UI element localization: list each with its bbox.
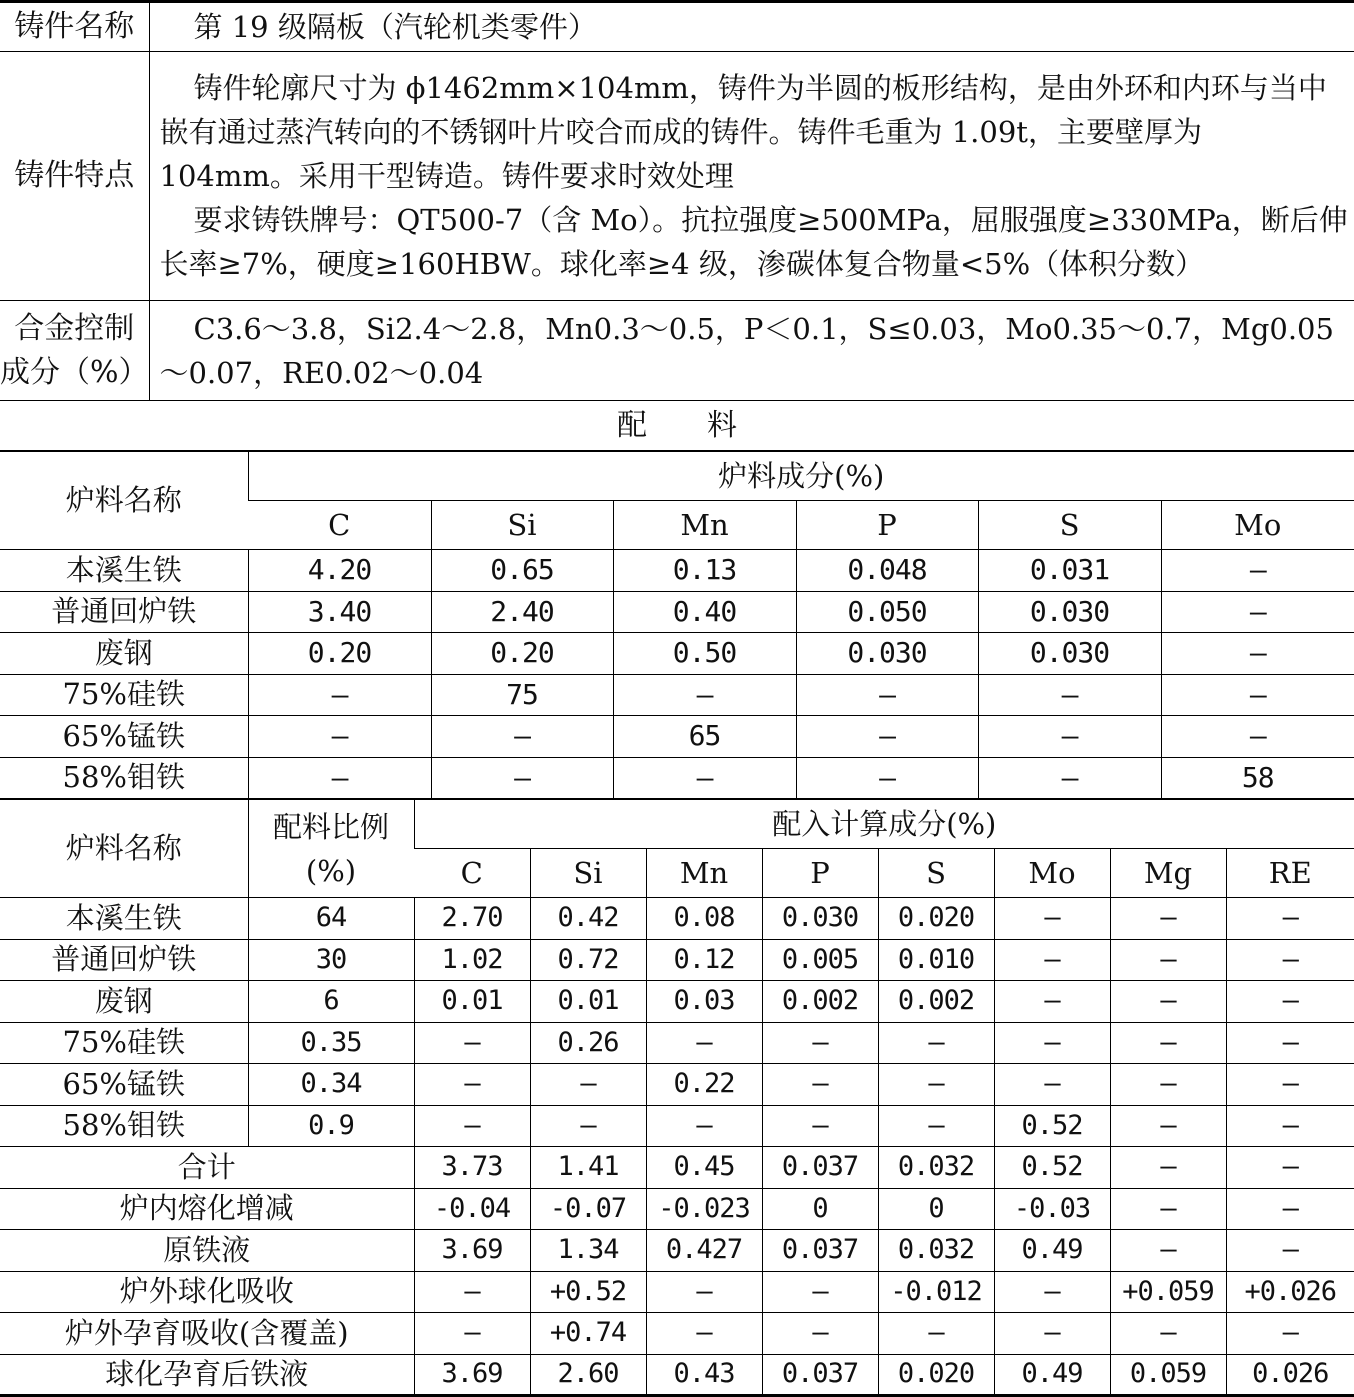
summary-row bbox=[0, 1354, 1354, 1396]
summary-value-cell: 1.41 bbox=[530, 1147, 646, 1189]
material-name-cell: 废钢 bbox=[0, 633, 248, 675]
composition-value-cell: 0.65 bbox=[431, 550, 613, 592]
calculation-value-cell: 0.002 bbox=[762, 981, 878, 1023]
summary-value-cell: 1.34 bbox=[530, 1230, 646, 1272]
calculation-value-cell: — bbox=[994, 898, 1110, 940]
calculation-value-cell: 0.42 bbox=[530, 898, 646, 940]
composition-value-cell: 0.20 bbox=[431, 633, 613, 675]
casting-features-paragraph: 铸件轮廓尺寸为 ϕ1462mm×104mm，铸件为半圆的板形结构，是由外环和内环与当中嵌有通过蒸汽转向的不锈钢叶片咬合而成的铸件。铸件毛重为 1.09t，主要壁厚为 104mm。采用干型铸造。铸件要求时效处理 bbox=[159, 71, 1327, 193]
composition-value-cell: 0.048 bbox=[796, 550, 978, 592]
composition-value-cell: 3.40 bbox=[248, 591, 431, 633]
summary-value-cell: -0.012 bbox=[878, 1271, 994, 1313]
composition-value-cell: — bbox=[796, 757, 978, 799]
calculation-col-p: P bbox=[762, 849, 878, 898]
material-name-cell: 普通回炉铁 bbox=[0, 591, 248, 633]
calculation-value-cell: 0.52 bbox=[994, 1105, 1110, 1147]
composition-row bbox=[0, 550, 1354, 592]
composition-value-cell: 2.40 bbox=[431, 591, 613, 633]
calculation-value-cell: — bbox=[530, 1064, 646, 1106]
calculation-value-cell: — bbox=[1110, 898, 1226, 940]
summary-value-cell: 0.032 bbox=[878, 1230, 994, 1272]
summary-value-cell: +0.059 bbox=[1110, 1271, 1226, 1313]
composition-value-cell: — bbox=[1161, 550, 1354, 592]
composition-value-cell: — bbox=[1161, 674, 1354, 716]
calculation-col-c: C bbox=[414, 849, 530, 898]
composition-row bbox=[0, 716, 1354, 758]
summary-value-cell: — bbox=[994, 1271, 1110, 1313]
calculation-value-cell: — bbox=[414, 1022, 530, 1064]
composition-value-cell: — bbox=[248, 674, 431, 716]
calculation-value-cell: 2.70 bbox=[414, 898, 530, 940]
composition-value-cell: — bbox=[978, 716, 1161, 758]
calculation-value-cell: 0.26 bbox=[530, 1022, 646, 1064]
composition-value-cell: 65 bbox=[613, 716, 796, 758]
calculation-value-cell: — bbox=[1110, 981, 1226, 1023]
composition-row bbox=[0, 633, 1354, 675]
summary-name-cell: 炉内熔化增减 bbox=[0, 1188, 414, 1230]
calculation-row bbox=[0, 1105, 1354, 1147]
calculation-ratio-header-line1: 配料比例 bbox=[272, 809, 389, 844]
summary-name-cell: 炉外孕育吸收(含覆盖) bbox=[0, 1313, 414, 1355]
composition-value-cell: 0.030 bbox=[978, 633, 1161, 675]
composition-value-cell: 0.030 bbox=[978, 591, 1161, 633]
summary-value-cell: — bbox=[994, 1313, 1110, 1355]
ratio-cell: 0.34 bbox=[248, 1064, 414, 1106]
alloy-control-text: C3.6～3.8，Si2.4～2.8，Mn0.3～0.5，P＜0.1，S≤0.03，Mo0.35～0.7，Mg0.05～0.07，RE0.02～0.04 bbox=[159, 311, 1334, 390]
calculation-value-cell: — bbox=[878, 1064, 994, 1106]
calculation-value-cell: — bbox=[646, 1105, 762, 1147]
calculation-value-cell: 0.12 bbox=[646, 939, 762, 981]
composition-header-row bbox=[0, 452, 1354, 501]
summary-value-cell: -0.03 bbox=[994, 1188, 1110, 1230]
calculation-col-si: Si bbox=[530, 849, 646, 898]
composition-value-cell: 0.050 bbox=[796, 591, 978, 633]
summary-value-cell: +0.74 bbox=[530, 1313, 646, 1355]
calculation-value-cell: — bbox=[1110, 1064, 1226, 1106]
material-name-cell: 本溪生铁 bbox=[0, 550, 248, 592]
calculation-header-row bbox=[0, 800, 1354, 849]
summary-value-cell: — bbox=[1226, 1147, 1354, 1189]
summary-value-cell: 0.037 bbox=[762, 1354, 878, 1396]
calculation-value-cell: 0.002 bbox=[878, 981, 994, 1023]
summary-value-cell: 0.037 bbox=[762, 1147, 878, 1189]
composition-value-cell: — bbox=[978, 757, 1161, 799]
calculation-value-cell: — bbox=[762, 1105, 878, 1147]
ratio-cell: 0.35 bbox=[248, 1022, 414, 1064]
summary-value-cell: +0.026 bbox=[1226, 1271, 1354, 1313]
calculation-col-mn: Mn bbox=[646, 849, 762, 898]
composition-value-cell: 0.40 bbox=[613, 591, 796, 633]
ratio-cell: 64 bbox=[248, 898, 414, 940]
calculation-value-cell: 0.010 bbox=[878, 939, 994, 981]
calculation-value-cell: — bbox=[414, 1064, 530, 1106]
composition-value-cell: — bbox=[1161, 716, 1354, 758]
calculation-col-mg: Mg bbox=[1110, 849, 1226, 898]
charge-composition-table bbox=[0, 451, 1354, 799]
material-name-cell: 65%锰铁 bbox=[0, 1064, 248, 1106]
summary-value-cell: 0.427 bbox=[646, 1230, 762, 1272]
summary-row bbox=[0, 1271, 1354, 1313]
composition-row bbox=[0, 591, 1354, 633]
summary-value-cell: — bbox=[1110, 1313, 1226, 1355]
summary-name-cell: 原铁液 bbox=[0, 1230, 414, 1272]
summary-value-cell: 3.69 bbox=[414, 1354, 530, 1396]
composition-value-cell: 0.50 bbox=[613, 633, 796, 675]
calculation-row bbox=[0, 1064, 1354, 1106]
calculation-value-cell: — bbox=[1110, 939, 1226, 981]
summary-value-cell: — bbox=[762, 1271, 878, 1313]
calculation-value-cell: — bbox=[1226, 1064, 1354, 1106]
summary-value-cell: 0 bbox=[878, 1188, 994, 1230]
calculation-value-cell: — bbox=[994, 1022, 1110, 1064]
summary-value-cell: — bbox=[646, 1271, 762, 1313]
calculation-col-s: S bbox=[878, 849, 994, 898]
composition-value-cell: — bbox=[796, 674, 978, 716]
summary-value-cell: 0.032 bbox=[878, 1147, 994, 1189]
alloy-control-label-line2: 成分（%） bbox=[0, 354, 149, 390]
calculation-value-cell: 0.22 bbox=[646, 1064, 762, 1106]
calculation-value-cell: — bbox=[994, 1064, 1110, 1106]
calculation-row bbox=[0, 939, 1354, 981]
calculation-value-cell: 0.005 bbox=[762, 939, 878, 981]
summary-row bbox=[0, 1147, 1354, 1189]
ratio-cell: 30 bbox=[248, 939, 414, 981]
summary-value-cell: — bbox=[1110, 1188, 1226, 1230]
casting-features-content bbox=[149, 52, 1354, 301]
alloy-control-value bbox=[149, 301, 1354, 401]
composition-value-cell: 58 bbox=[1161, 757, 1354, 799]
composition-value-cell: — bbox=[796, 716, 978, 758]
casting-name-label: 铸件名称 bbox=[0, 2, 149, 52]
composition-value-cell: — bbox=[1161, 633, 1354, 675]
summary-value-cell: — bbox=[414, 1313, 530, 1355]
composition-value-cell: — bbox=[613, 757, 796, 799]
material-name-cell: 58%钼铁 bbox=[0, 757, 248, 799]
summary-value-cell: 0.037 bbox=[762, 1230, 878, 1272]
summary-name-cell: 炉外球化吸收 bbox=[0, 1271, 414, 1313]
summary-value-cell: 0.020 bbox=[878, 1354, 994, 1396]
calculation-col-mo: Mo bbox=[994, 849, 1110, 898]
composition-value-cell: 4.20 bbox=[248, 550, 431, 592]
casting-info-table bbox=[0, 0, 1354, 451]
calculation-value-cell: — bbox=[414, 1105, 530, 1147]
composition-value-cell: — bbox=[431, 757, 613, 799]
material-name-cell: 75%硅铁 bbox=[0, 674, 248, 716]
summary-value-cell: 0.49 bbox=[994, 1230, 1110, 1272]
summary-value-cell: — bbox=[1226, 1230, 1354, 1272]
summary-value-cell: -0.023 bbox=[646, 1188, 762, 1230]
summary-value-cell: — bbox=[1226, 1188, 1354, 1230]
composition-row bbox=[0, 757, 1354, 799]
summary-value-cell: 3.73 bbox=[414, 1147, 530, 1189]
material-name-cell: 75%硅铁 bbox=[0, 1022, 248, 1064]
composition-col-mo: Mo bbox=[1161, 501, 1354, 550]
composition-col-c: C bbox=[248, 501, 431, 550]
alloy-control-row bbox=[0, 301, 1354, 401]
calculation-value-cell: — bbox=[530, 1105, 646, 1147]
calculation-value-cell: 0.020 bbox=[878, 898, 994, 940]
calculation-row bbox=[0, 898, 1354, 940]
composition-row bbox=[0, 674, 1354, 716]
casting-name-row bbox=[0, 2, 1354, 52]
summary-value-cell: 0.52 bbox=[994, 1147, 1110, 1189]
summary-value-cell: -0.04 bbox=[414, 1188, 530, 1230]
composition-col-mn: Mn bbox=[613, 501, 796, 550]
alloy-control-label-line1: 合金控制 bbox=[14, 310, 135, 346]
composition-value-cell: — bbox=[248, 757, 431, 799]
calculation-value-cell: — bbox=[1226, 1105, 1354, 1147]
calculation-value-cell: — bbox=[1226, 981, 1354, 1023]
summary-value-cell: 0.43 bbox=[646, 1354, 762, 1396]
composition-value-cell: 0.13 bbox=[613, 550, 796, 592]
calculation-row bbox=[0, 981, 1354, 1023]
calculation-ratio-header bbox=[248, 800, 414, 898]
composition-col-p: P bbox=[796, 501, 978, 550]
summary-value-cell: 0.49 bbox=[994, 1354, 1110, 1396]
composition-value-cell: 0.20 bbox=[248, 633, 431, 675]
summary-value-cell: 0 bbox=[762, 1188, 878, 1230]
alloy-control-label bbox=[0, 301, 149, 401]
summary-value-cell: — bbox=[646, 1313, 762, 1355]
summary-value-cell: — bbox=[878, 1313, 994, 1355]
summary-row bbox=[0, 1313, 1354, 1355]
casting-requirements-paragraph: 要求铸铁牌号：QT500-7（含 Mo）。抗拉强度≥500MPa，屈服强度≥330MPa，断后伸长率≥7%，硬度≥160HBW。球化率≥4 级，渗碳体复合物量<5%（体积分数） bbox=[159, 203, 1348, 281]
summary-value-cell: 3.69 bbox=[414, 1230, 530, 1272]
summary-name-cell: 球化孕育后铁液 bbox=[0, 1354, 414, 1396]
composition-value-cell: 0.031 bbox=[978, 550, 1161, 592]
summary-value-cell: — bbox=[1110, 1147, 1226, 1189]
calculation-value-cell: — bbox=[1110, 1105, 1226, 1147]
calculation-value-cell: 0.030 bbox=[762, 898, 878, 940]
calculation-value-cell: 0.01 bbox=[414, 981, 530, 1023]
composition-value-cell: 0.030 bbox=[796, 633, 978, 675]
composition-value-cell: — bbox=[978, 674, 1161, 716]
summary-value-cell: — bbox=[414, 1271, 530, 1313]
calculation-value-cell: — bbox=[646, 1022, 762, 1064]
charge-calculation-table bbox=[0, 799, 1354, 1397]
summary-value-cell: +0.52 bbox=[530, 1271, 646, 1313]
material-name-cell: 普通回炉铁 bbox=[0, 939, 248, 981]
calculation-value-cell: — bbox=[762, 1022, 878, 1064]
composition-value-cell: — bbox=[248, 716, 431, 758]
section-title: 配料 bbox=[0, 401, 1354, 451]
composition-col-s: S bbox=[978, 501, 1161, 550]
calculation-value-cell: 0.72 bbox=[530, 939, 646, 981]
summary-value-cell: 0.059 bbox=[1110, 1354, 1226, 1396]
composition-value-cell: — bbox=[613, 674, 796, 716]
calculation-ratio-header-line2: (%) bbox=[305, 853, 357, 888]
summary-value-cell: — bbox=[1226, 1313, 1354, 1355]
summary-value-cell: 0.026 bbox=[1226, 1354, 1354, 1396]
summary-value-cell: 2.60 bbox=[530, 1354, 646, 1396]
material-name-cell: 本溪生铁 bbox=[0, 898, 248, 940]
calculation-value-cell: 0.08 bbox=[646, 898, 762, 940]
calculation-value-cell: — bbox=[878, 1105, 994, 1147]
calculation-group-header: 配入计算成分(%) bbox=[414, 800, 1354, 849]
calculation-name-header: 炉料名称 bbox=[0, 800, 248, 898]
summary-row bbox=[0, 1188, 1354, 1230]
calculation-value-cell: — bbox=[762, 1064, 878, 1106]
composition-value-cell: — bbox=[1161, 591, 1354, 633]
summary-value-cell: 0.45 bbox=[646, 1147, 762, 1189]
ratio-cell: 6 bbox=[248, 981, 414, 1023]
summary-value-cell: — bbox=[1110, 1230, 1226, 1272]
casting-features-label: 铸件特点 bbox=[0, 52, 149, 301]
calculation-value-cell: — bbox=[994, 981, 1110, 1023]
section-title-row bbox=[0, 401, 1354, 451]
summary-value-cell: — bbox=[762, 1313, 878, 1355]
composition-value-cell: 75 bbox=[431, 674, 613, 716]
calculation-value-cell: — bbox=[878, 1022, 994, 1064]
casting-name-value: 第 19 级隔板（汽轮机类零件） bbox=[149, 2, 1354, 52]
summary-name-cell: 合计 bbox=[0, 1147, 414, 1189]
calculation-value-cell: 1.02 bbox=[414, 939, 530, 981]
summary-value-cell: -0.07 bbox=[530, 1188, 646, 1230]
composition-group-header: 炉料成分(%) bbox=[248, 452, 1354, 501]
calculation-value-cell: — bbox=[1226, 939, 1354, 981]
composition-name-header: 炉料名称 bbox=[0, 452, 248, 550]
composition-col-si: Si bbox=[431, 501, 613, 550]
material-name-cell: 58%钼铁 bbox=[0, 1105, 248, 1147]
calculation-value-cell: — bbox=[1226, 1022, 1354, 1064]
calculation-row bbox=[0, 1022, 1354, 1064]
calculation-value-cell: — bbox=[1110, 1022, 1226, 1064]
composition-value-cell: — bbox=[431, 716, 613, 758]
summary-row bbox=[0, 1230, 1354, 1272]
material-name-cell: 废钢 bbox=[0, 981, 248, 1023]
calculation-col-re: RE bbox=[1226, 849, 1354, 898]
calculation-value-cell: — bbox=[994, 939, 1110, 981]
ratio-cell: 0.9 bbox=[248, 1105, 414, 1147]
casting-features-row bbox=[0, 52, 1354, 301]
calculation-value-cell: 0.01 bbox=[530, 981, 646, 1023]
calculation-value-cell: — bbox=[1226, 898, 1354, 940]
calculation-value-cell: 0.03 bbox=[646, 981, 762, 1023]
material-name-cell: 65%锰铁 bbox=[0, 716, 248, 758]
